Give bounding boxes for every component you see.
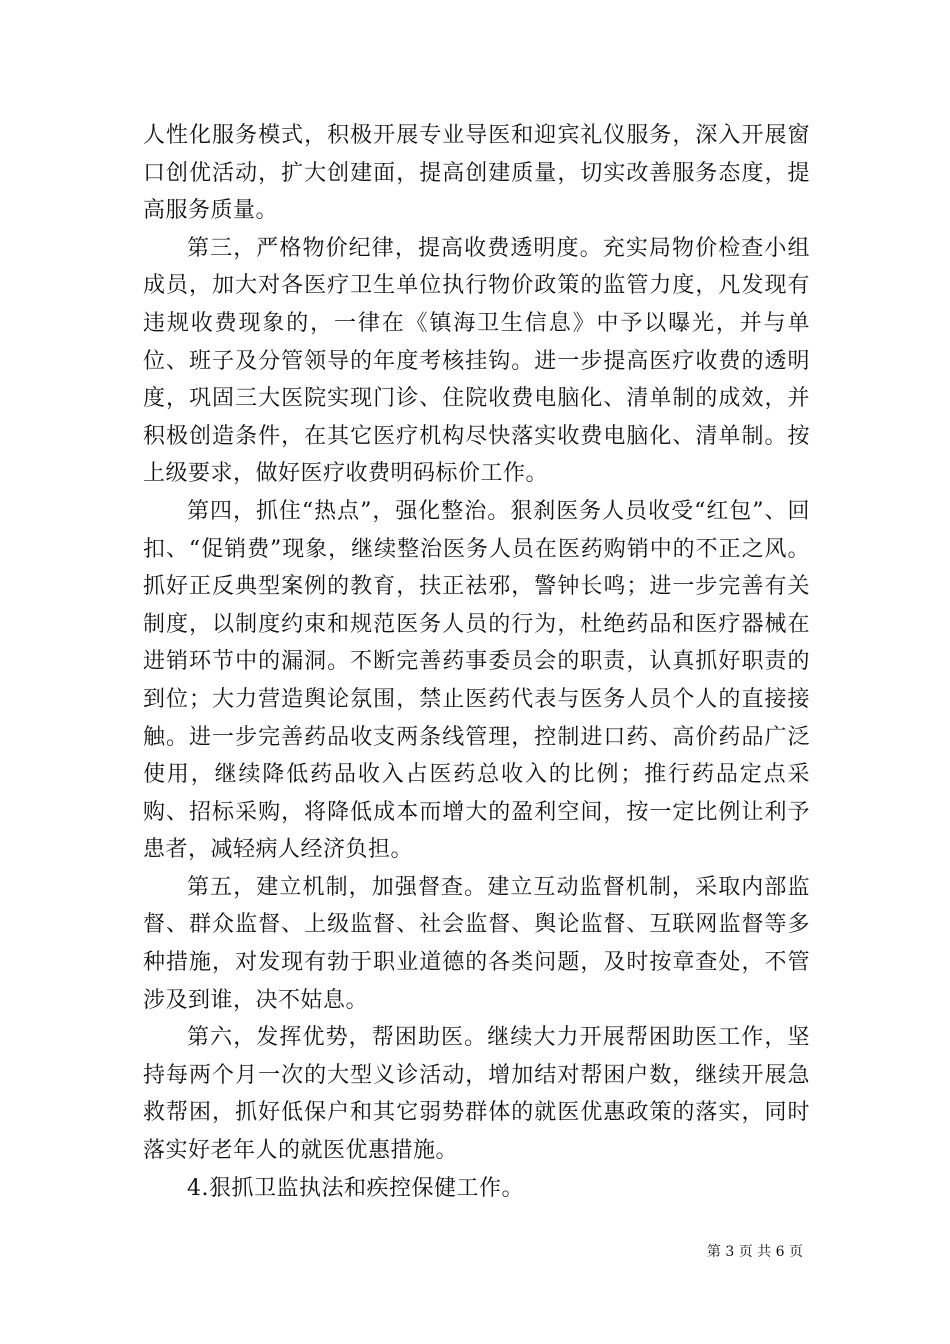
paragraph-third-point: 第三，严格物价纪律，提高收费透明度。充实局物价检查小组成员，加大对各医疗卫生单位执行物价政策的监管力度，凡发现有违规收费现象的，一律在《镇海卫生信息》中予以曝光，并与单位、班子及分管领导的年度考核挂钩。进一步提高医疗收费的透明度，巩固三大医院实现门诊、住院收费电脑化、清单制的成效，并积极创造条件，在其它医疗机构尽快落实收费电脑化、清单制。按上级要求，做好医疗收费明码标价工作。 (143, 235, 810, 487)
page-number-footer: 第 3 页 共 6 页 (706, 1244, 803, 1260)
paragraph-sixth-point: 第六，发挥优势，帮困助医。继续大力开展帮困助医工作，坚持每两个月一次的大型义诊活动，增加结对帮困户数，继续开展急救帮困，抓好低保户和其它弱势群体的就医优惠政策的落实，同时落实好老年人的就医优惠措施。 (143, 1025, 810, 1164)
paragraph-continuation: 人性化服务模式，积极开展专业导医和迎宾礼仪服务，深入开展窗口创优活动，扩大创建面，提高创建质量，切实改善服务态度，提高服务质量。 (143, 123, 810, 224)
document-body (143, 117, 810, 1207)
section-heading-4: 4.狠抓卫监执法和疾控保健工作。 (187, 1175, 524, 1201)
paragraph-fourth-point: 第四，抓住“热点”，强化整治。狠刹医务人员收受“红包”、回扣、“促销费”现象，继续整治医务人员在医药购销中的不正之风。抓好正反典型案例的教育，扶正祛邪，警钟长鸣；进一步完善有关制度，以制度约束和规范医务人员的行为，杜绝药品和医疗器械在进销环节中的漏洞。不断完善药事委员会的职责，认真抓好职责的到位；大力营造舆论氛围，禁止医药代表与医务人员个人的直接接触。进一步完善药品收支两条线管理，控制进口药、高价药品广泛使用，继续降低药品收入占医药总收入的比例；推行药品定点采购、招标采购，将降低成本而增大的盈利空间，按一定比例让利予患者，减轻病人经济负担。 (143, 498, 810, 863)
paragraph-fifth-point: 第五，建立机制，加强督查。建立互动监督机制，采取内部监督、群众监督、上级监督、社会监督、舆论监督、互联网监督等多种措施，对发现有勃于职业道德的各类问题，及时按章查处，不管涉及到谁，决不姑息。 (143, 874, 810, 1013)
